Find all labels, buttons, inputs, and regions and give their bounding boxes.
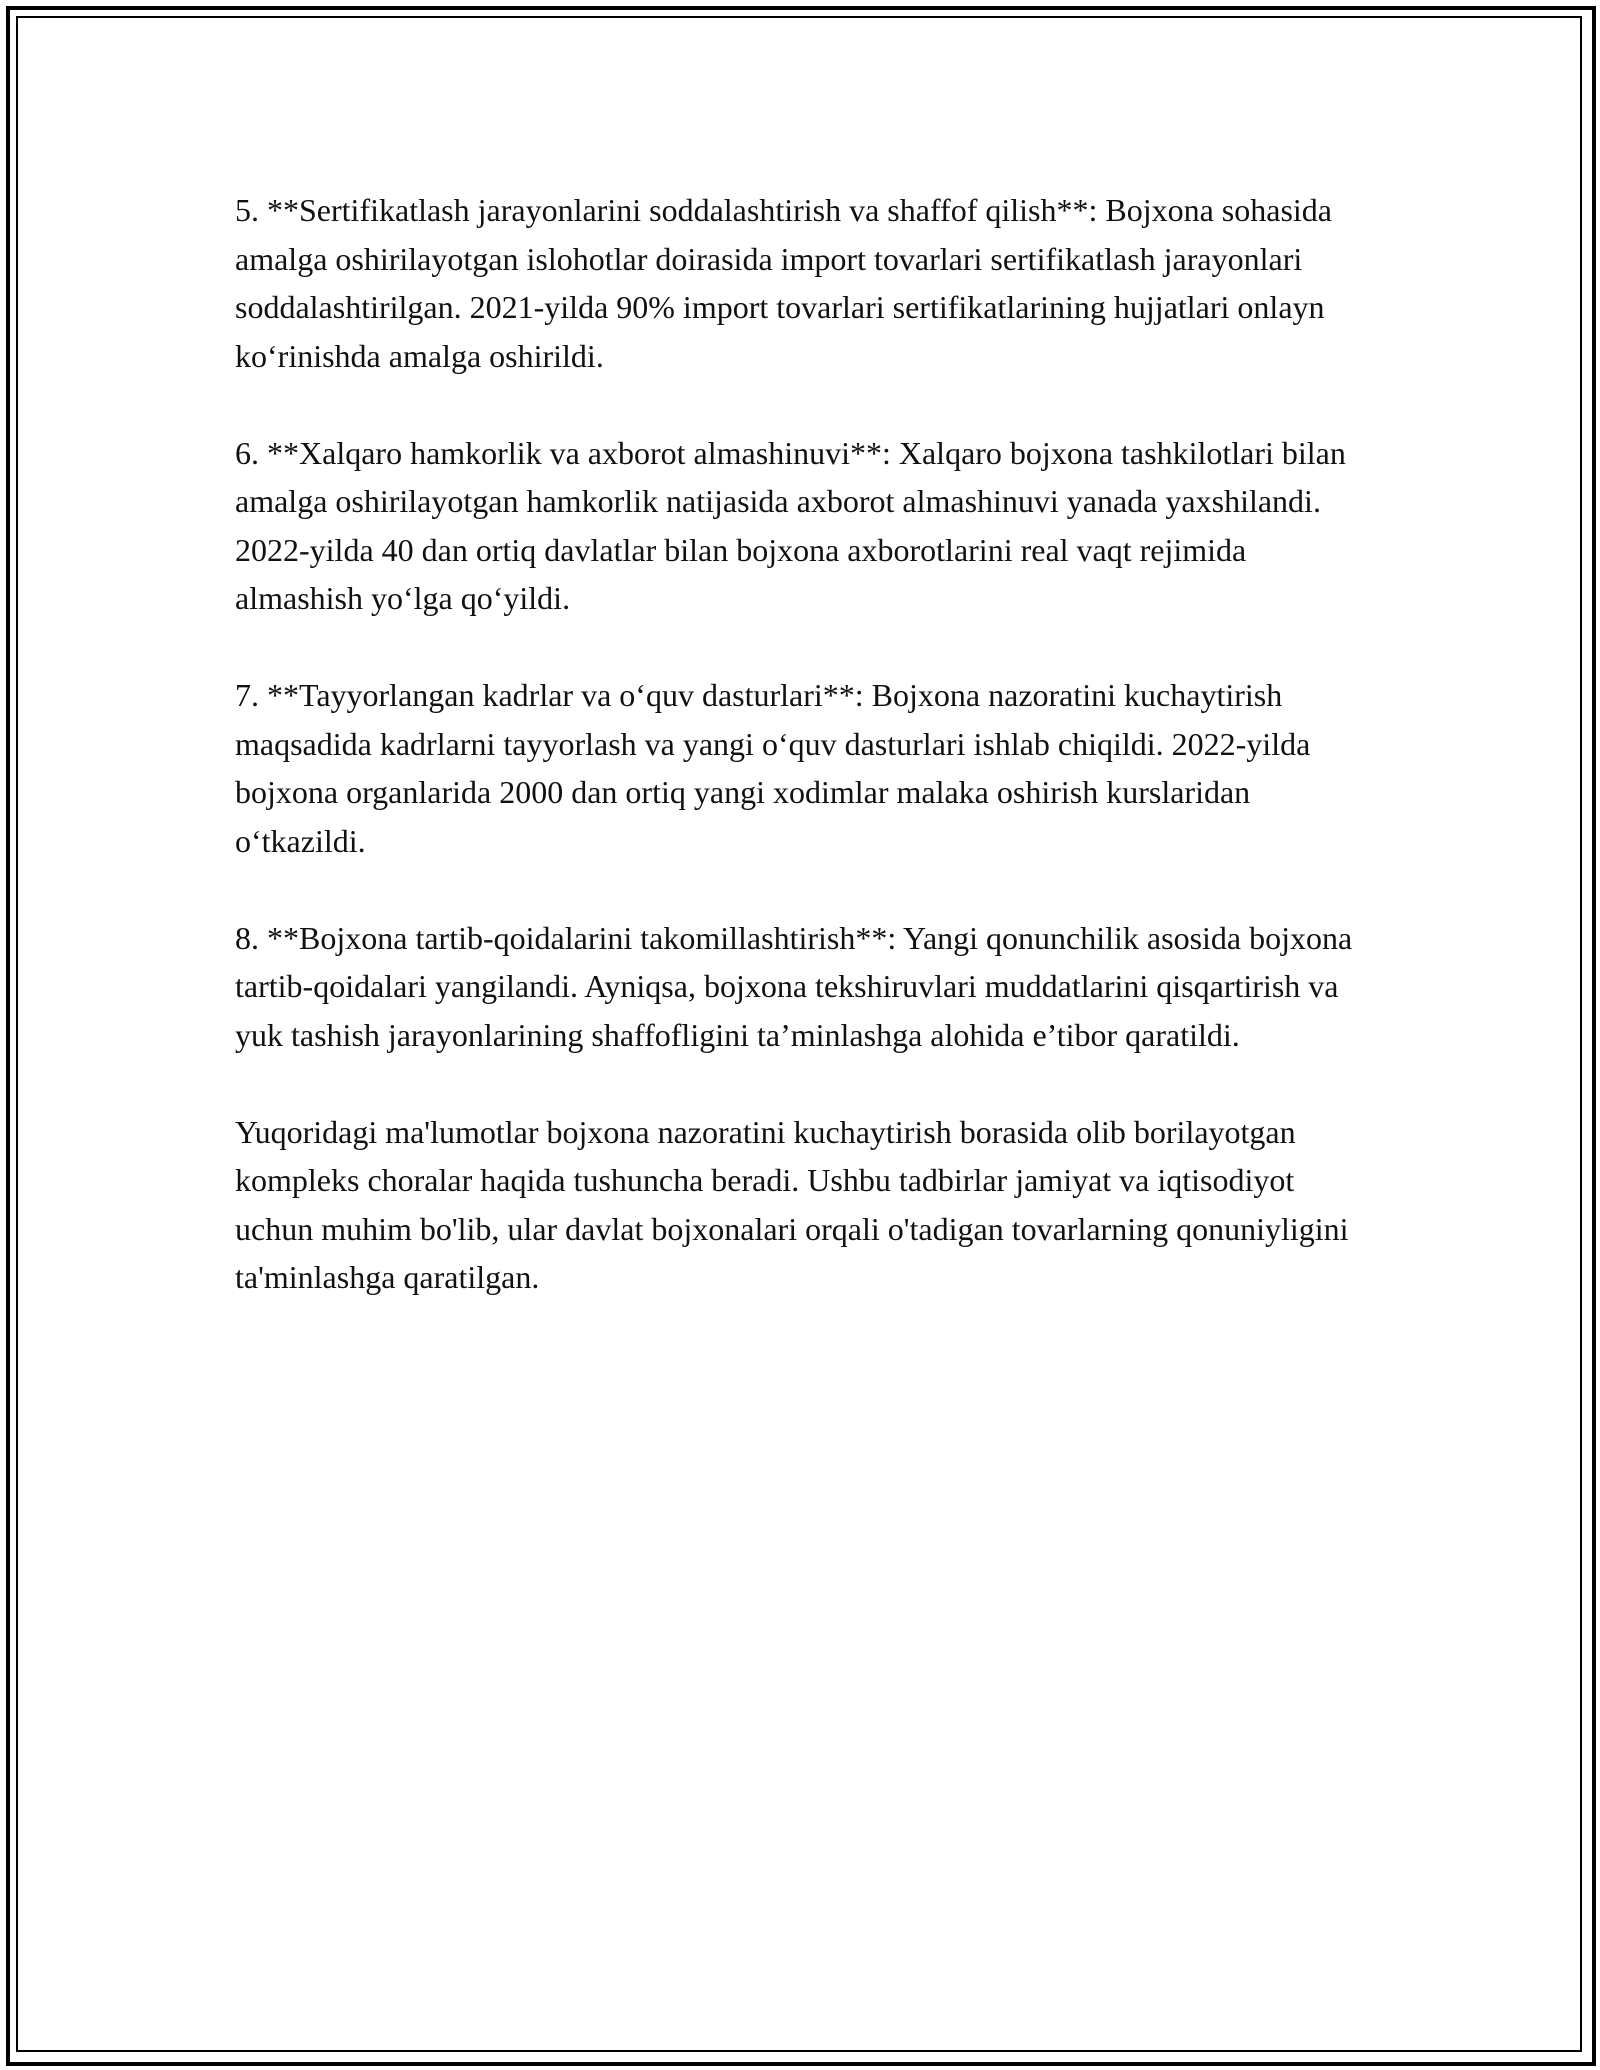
paragraph-item-8: 8. **Bojxona tartib-qoidalarini takomillashtirish**: Yangi qonunchilik asosida bojxona tartib-qoidalari yangilandi. Ayniqsa, bojxona tekshiruvlari muddatlarini qisqartirish va yuk tashish jarayonlarining shaffofligini ta’minlashga alohida e’tibor qaratildi.: [235, 919, 1353, 1053]
paragraph-item-7: 7. **Tayyorlangan kadrlar va o‘quv dasturlari**: Bojxona nazoratini kuchaytirish maqsadida kadrlarni tayyorlash va yangi o‘quv dasturlari ishlab chiqildi. 2022-yilda bojxona organlarida 2000 dan ortiq yangi xodimlar malaka oshirish kurslaridan o‘tkazildi.: [235, 677, 1311, 859]
paragraph-item-5: 5. **Sertifikatlash jarayonlarini soddalashtirish va shaffof qilish**: Bojxona sohasida amalga oshirilayotgan islohotlar doirasida import tovarlari sertifikatlash jarayonlari soddalashtirilgan. 2021-yilda 90% import tovarlari sertifikatlarining hujjatlari onlayn ko‘rinishda amalga oshirildi.: [235, 192, 1332, 374]
paragraph-conclusion: Yuqoridagi ma'lumotlar bojxona nazoratini kuchaytirish borasida olib borilayotgan kompleks choralar haqida tushuncha beradi. Ushbu tadbirlar jamiyat va iqtisodiyot uchun muhim bo'lib, ular davlat bojxonalari orqali o'tadigan tovarlarning qonuniyligini ta'minlashga qaratilgan.: [235, 1113, 1349, 1295]
paragraph-item-6: 6. **Xalqaro hamkorlik va axborot almashinuvi**: Xalqaro bojxona tashkilotlari bilan amalga oshirilayotgan hamkorlik natijasida axborot almashinuvi yanada yaxshilandi. 2022-yilda 40 dan ortiq davlatlar bilan bojxona axborotlarini real vaqt rejimida almashish yo‘lga qo‘yildi.: [235, 434, 1346, 616]
document-body: [235, 186, 1375, 1302]
